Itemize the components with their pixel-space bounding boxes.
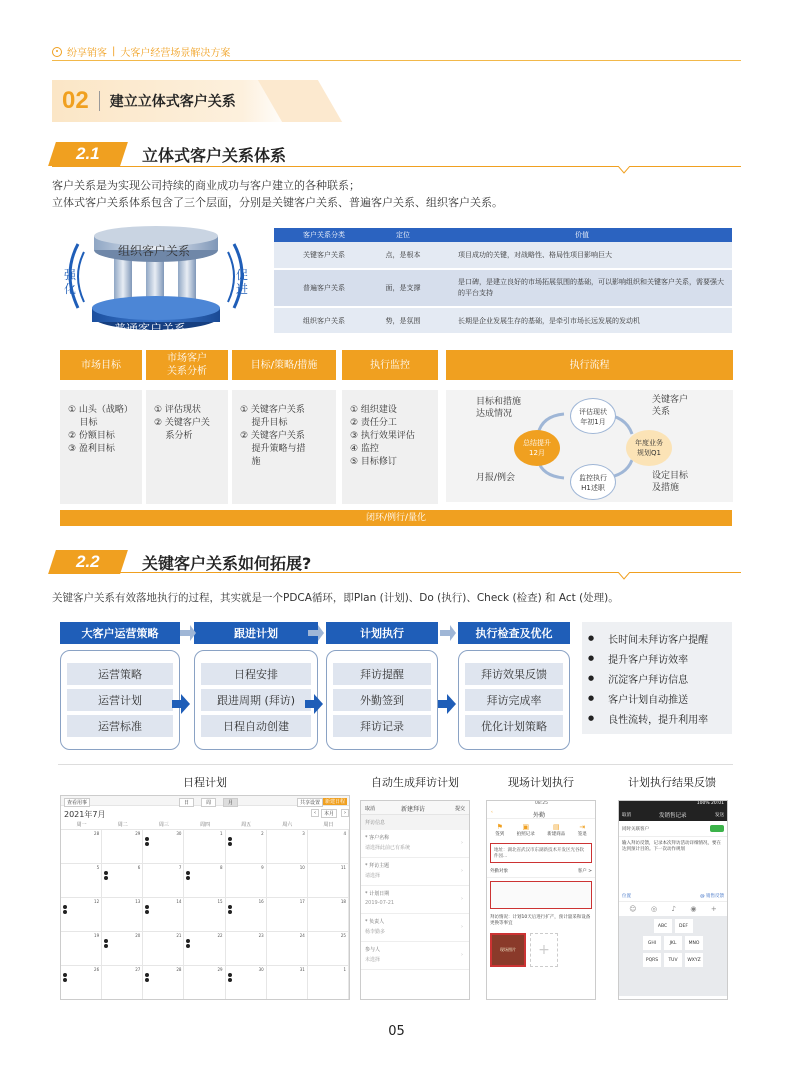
- form-field[interactable]: [361, 830, 469, 858]
- pillar-bottom-label: 普通客户关系: [114, 322, 187, 336]
- closed-loop-bar: 闭环/例行/量化: [60, 510, 732, 526]
- caret-down-icon: [618, 166, 630, 174]
- camera-icon[interactable]: ◎: [650, 905, 658, 913]
- calendar-day-number: 16: [258, 899, 264, 904]
- chevron-right-icon[interactable]: ›: [341, 809, 349, 817]
- pdca-stage-title: 跟进计划: [194, 622, 318, 644]
- chevron-right-icon: ›: [461, 840, 463, 846]
- calendar-day-cell[interactable]: [102, 864, 143, 898]
- screenshot-caption: 日程计划: [183, 776, 227, 789]
- subsection-rule: [52, 572, 741, 573]
- share-settings-button[interactable]: 共享设置: [297, 798, 323, 807]
- arrow-right-icon: [440, 622, 456, 644]
- calendar-day-cell[interactable]: [102, 830, 143, 864]
- calendar-day-number: 4: [343, 831, 346, 836]
- calendar-day-cell[interactable]: [308, 830, 349, 864]
- pillar-diagram: [58, 222, 254, 342]
- pdca-stage-title: 执行检查及优化: [458, 622, 570, 644]
- arrow-right-icon: [172, 694, 190, 714]
- column-goal-strategy: [232, 350, 336, 504]
- column-item: ② 关键客户关 系分析: [154, 418, 210, 441]
- table-header: 客户关系分类: [274, 228, 374, 242]
- calendar-day-cell[interactable]: [226, 864, 267, 898]
- calendar-day-number: 28: [176, 967, 182, 972]
- pillar-right-label: 促 进: [236, 268, 249, 296]
- column-relationship-analysis: [146, 350, 228, 504]
- screenshot-caption: 自动生成拜访计划: [371, 776, 459, 789]
- weekday-header: [61, 820, 349, 830]
- subsection-number-badge: 2.1: [48, 142, 128, 166]
- calendar-event-dot[interactable]: [145, 977, 181, 982]
- section-slash-decoration: [258, 80, 342, 122]
- calendar-day-cell[interactable]: [184, 864, 225, 898]
- cancel-button[interactable]: 取消: [622, 813, 631, 818]
- cancel-button[interactable]: 取消: [365, 806, 376, 812]
- calendar-day-cell[interactable]: [61, 966, 102, 1000]
- column-item: ① 山头（战略） 目标: [68, 405, 133, 428]
- page-number: 05: [388, 1024, 405, 1039]
- calendar-day-number: 29: [217, 967, 223, 972]
- calendar-day-number: 14: [176, 899, 182, 904]
- column-item: ⑤ 目标修订: [350, 457, 397, 467]
- pdca-item: 日程安排: [201, 663, 311, 685]
- field-photo[interactable]: 现场图片: [490, 933, 526, 967]
- view-month-button[interactable]: 月: [223, 798, 238, 807]
- flow-label-tl: 目标和措施 达成情况: [476, 397, 522, 419]
- form-group-label: 拜访信息: [361, 815, 469, 830]
- calendar-event-dot[interactable]: [104, 875, 140, 880]
- calendar-day-number: 30: [258, 967, 264, 972]
- keyboard-key[interactable]: DEF: [675, 919, 693, 933]
- location-link[interactable]: 位置: [622, 894, 631, 899]
- calendar-day-cell[interactable]: [61, 864, 102, 898]
- doc-title: 大客户经营场景解决方案: [120, 48, 231, 59]
- weekday-label: 周日: [323, 822, 334, 828]
- page-header: [52, 44, 230, 59]
- form-field-value: 2019-07-21: [365, 900, 395, 906]
- calendar-event-dot[interactable]: [228, 977, 264, 982]
- keyboard-key[interactable]: PQRS: [643, 953, 661, 967]
- column-title: 市场目标: [60, 350, 142, 380]
- toggle-label: 同时关联客户: [622, 826, 649, 832]
- table-cell: 普遍客户关系: [274, 269, 374, 307]
- column-title: 市场客户 关系分析: [146, 350, 228, 380]
- table-cell: 是口碑，是建立良好的市场拓展氛围的基础，可以影响组织和关键客户关系，需要强大的平台支持: [432, 269, 732, 307]
- subsection-title: 关键客户关系如何拓展?: [142, 553, 312, 573]
- calendar-day-cell[interactable]: [267, 966, 308, 1000]
- pdca-item: 拜访完成率: [465, 689, 563, 711]
- keyboard-key[interactable]: GHI: [643, 936, 661, 950]
- form-field-label: * 负责人: [365, 919, 385, 925]
- calendar-event-dot[interactable]: [186, 943, 222, 948]
- chevron-left-icon[interactable]: ‹: [311, 809, 319, 817]
- calendar-day-number: 26: [94, 967, 100, 972]
- calendar-day-cell[interactable]: [308, 966, 349, 1000]
- list-item: ● 提升客户拜访效率: [588, 648, 726, 668]
- keyboard-key[interactable]: MNO: [685, 936, 703, 950]
- form-field-value: 请选择此前已有系统: [365, 845, 411, 851]
- pdca-item: 拜访记录: [333, 715, 431, 737]
- pdca-stage-body: [458, 650, 570, 750]
- calendar-day-cell[interactable]: [143, 864, 184, 898]
- flow-circle-bottom: 监控执行 H1述职: [570, 464, 616, 500]
- calendar-day-cell[interactable]: [102, 898, 143, 932]
- flow-circle-top: 评估现状 年初1月: [570, 398, 616, 434]
- status-time: 08:25: [535, 801, 548, 806]
- calendar-day-cell[interactable]: [226, 966, 267, 1000]
- calendar-day-cell[interactable]: [102, 932, 143, 966]
- calendar-day-number: 19: [94, 933, 100, 938]
- calendar-event-dot[interactable]: [104, 943, 140, 948]
- relationship-table: [274, 228, 732, 335]
- form-field[interactable]: [361, 942, 469, 970]
- field-execution-screenshot: [486, 800, 596, 1000]
- calendar-day-cell[interactable]: [308, 898, 349, 932]
- flow-label-bl: 月报/例会: [476, 473, 516, 483]
- pdca-stage-strategy: [60, 622, 180, 750]
- pdca-item: 拜访效果反馈: [465, 663, 563, 685]
- pdca-stage-execution: [326, 622, 438, 750]
- column-body: [232, 390, 336, 504]
- keyboard-key[interactable]: JKL: [664, 936, 682, 950]
- calendar-month: [61, 806, 349, 820]
- list-item: ● 沉淀客户拜访信息: [588, 668, 726, 688]
- header-separator: |: [112, 46, 116, 57]
- calendar-day-cell[interactable]: [226, 830, 267, 864]
- intro-paragraph: [52, 177, 503, 211]
- calendar-day-number: 9: [261, 865, 264, 870]
- column-body: [342, 390, 438, 504]
- weekday-label: 周一: [76, 822, 87, 828]
- brand-icon: [52, 47, 62, 57]
- calendar-day-cell[interactable]: [308, 864, 349, 898]
- calendar-day-number: 22: [217, 933, 223, 938]
- action-photo[interactable]: ▣ 拍照记录: [516, 823, 535, 837]
- column-execution-monitoring: [342, 350, 438, 504]
- table-row: [274, 242, 732, 269]
- column-item: ② 关键客户关系 提升策略与措 施: [240, 431, 306, 467]
- calendar-day-cell[interactable]: [267, 830, 308, 864]
- flow-title: 执行流程: [446, 350, 733, 380]
- pdca-item: 拜访提醒: [333, 663, 431, 685]
- exec-note: 拜访情况：计划10天后进行扩产，预计量采和设备更换等事宜: [490, 915, 591, 926]
- calendar-day-cell[interactable]: [184, 932, 225, 966]
- calendar-day-cell[interactable]: [184, 966, 225, 1000]
- calendar-event-dot[interactable]: [145, 841, 181, 846]
- flag-icon: ⚑: [496, 823, 503, 831]
- link-customer-toggle[interactable]: [710, 825, 724, 832]
- calendar-screenshot: [60, 795, 350, 1000]
- list-item: ● 良性流转，提升利用率: [588, 708, 726, 728]
- section-heading: [52, 80, 290, 122]
- calendar-day-cell[interactable]: [184, 830, 225, 864]
- weekday-label: 周五: [241, 822, 252, 828]
- column-body: [60, 390, 142, 504]
- form-field-value: 杨李勤多: [365, 929, 386, 935]
- tag-link[interactable]: @ 销售反馈: [700, 894, 724, 899]
- benefit-list: [582, 622, 732, 734]
- calendar-day-number: 29: [135, 831, 141, 836]
- divider: [58, 764, 733, 765]
- calendar-grid: [61, 830, 349, 1000]
- calendar-event-dot[interactable]: [228, 909, 264, 914]
- brand-name: 纷享销客: [67, 48, 107, 59]
- subsection-rule: [52, 166, 741, 167]
- exec-target-label: 外勤对象: [490, 869, 508, 874]
- column-title: 目标/策略/措施: [232, 350, 336, 380]
- calendar-day-number: 15: [217, 899, 223, 904]
- table-row: [274, 307, 732, 334]
- form-fields: [361, 830, 469, 970]
- calendar-day-cell[interactable]: [267, 932, 308, 966]
- screenshot-caption: 现场计划执行: [508, 776, 574, 789]
- arrow-right-icon: [438, 694, 456, 714]
- calendar-day-number: 7: [178, 865, 182, 870]
- calendar-day-number: 10: [299, 865, 305, 870]
- action-new-product[interactable]: ▤ 新建商品: [547, 823, 566, 837]
- calendar-event-dot[interactable]: [145, 909, 181, 914]
- chevron-left-icon[interactable]: ‹: [491, 810, 493, 815]
- calendar-day-number: 1: [220, 831, 223, 836]
- pdca-item: 运营策略: [67, 663, 173, 685]
- calendar-day-number: 1: [343, 967, 346, 972]
- view-week-button[interactable]: 周: [201, 798, 216, 807]
- calendar-day-number: 11: [340, 865, 346, 870]
- section-title: 建立立体式客户关系: [109, 94, 236, 110]
- pdca-stage-body: [326, 650, 438, 750]
- arrow-right-icon: [180, 622, 196, 644]
- action-check-out[interactable]: ⇥ 签退: [577, 823, 587, 837]
- subsection-number-badge: 2.2: [48, 550, 128, 574]
- calendar-day-number: 6: [137, 865, 141, 870]
- column-item: ① 关键客户关系 提升目标: [240, 405, 305, 428]
- table-header: 价值: [432, 228, 732, 242]
- view-day-button[interactable]: 日: [179, 798, 194, 807]
- arrow-right-icon: [308, 622, 324, 644]
- calendar-event-dot[interactable]: [186, 875, 222, 880]
- table-cell: 关键客户关系: [274, 242, 374, 269]
- pillar-top-label: 组织客户关系: [118, 244, 191, 258]
- intro-line: 立体式客户关系体系包含了三个层面，分别是关键客户关系、普遍客户关系、组织客户关系。: [52, 196, 503, 209]
- section-divider: [99, 91, 100, 111]
- calendar-event-dot[interactable]: [63, 909, 99, 914]
- calendar-day-cell[interactable]: [61, 898, 102, 932]
- calendar-day-number: 17: [299, 899, 305, 904]
- calendar-day-cell[interactable]: [267, 864, 308, 898]
- calendar-day-number: 13: [135, 899, 141, 904]
- add-photo-icon[interactable]: +: [530, 933, 558, 967]
- pdca-item: 运营计划: [67, 689, 173, 711]
- send-button[interactable]: 发送: [715, 813, 724, 818]
- calendar-day-number: 27: [135, 967, 141, 972]
- column-item: ① 评估现状: [154, 405, 201, 415]
- flow-label-br: 设定目标 及措施: [652, 471, 689, 493]
- calendar-day-cell[interactable]: [267, 898, 308, 932]
- target-icon[interactable]: ◉: [690, 905, 697, 913]
- weekday-label: 周四: [199, 822, 210, 828]
- calendar-day-cell[interactable]: [143, 830, 184, 864]
- chevron-right-icon: ›: [461, 868, 463, 874]
- column-market-goal: [60, 350, 142, 504]
- calendar-day-number: 18: [340, 899, 346, 904]
- form-field-label: * 客户名称: [365, 835, 390, 841]
- plus-icon[interactable]: +: [710, 905, 717, 913]
- weekday-label: 周三: [158, 822, 169, 828]
- column-item: ③ 盈利目标: [68, 444, 115, 454]
- calendar-day-number: 3: [302, 831, 305, 836]
- pdca-item: 跟进周期 (拜访): [201, 689, 311, 711]
- table-cell: 项目成功的关键，对战略性、格局性项目影响巨大: [432, 242, 732, 269]
- form-field-label: * 计划日期: [365, 891, 390, 897]
- table-cell: 面，是支撑: [374, 269, 432, 307]
- mic-icon[interactable]: ♪: [671, 905, 676, 913]
- subsection-title: 立体式客户关系体系: [142, 145, 287, 165]
- form-field[interactable]: [361, 886, 469, 914]
- pillar-left-label: 强 化: [64, 268, 77, 296]
- calendar-day-number: 31: [299, 967, 305, 972]
- calendar-day-number: 8: [220, 865, 223, 870]
- list-item: ● 客户计划自动推送: [588, 688, 726, 708]
- table-cell: 组织客户关系: [274, 307, 374, 334]
- calendar-day-number: 23: [258, 933, 264, 938]
- arrow-right-icon: [305, 694, 323, 714]
- exit-icon: ⇥: [579, 823, 586, 831]
- chevron-right-icon: ›: [461, 924, 463, 930]
- table-row: [274, 269, 732, 307]
- column-item: ③ 执行效果评估: [350, 431, 415, 441]
- form-field-label: * 拜访主题: [365, 863, 390, 869]
- column-item: ② 责任分工: [350, 418, 397, 428]
- calendar-day-number: 12: [94, 899, 100, 904]
- form-field[interactable]: [361, 858, 469, 886]
- keyboard-key[interactable]: TUV: [664, 953, 682, 967]
- pdca-stage-body: [60, 650, 180, 750]
- screenshot-caption: 计划执行结果反馈: [628, 776, 716, 789]
- pdca-stage-follow-plan: [194, 622, 318, 750]
- weekday-label: 周二: [117, 822, 128, 828]
- exec-target-link[interactable]: 客户 >: [577, 869, 592, 874]
- column-item: ② 份额目标: [68, 431, 115, 441]
- column-item: ① 组织建设: [350, 405, 397, 415]
- calendar-day-number: 30: [176, 831, 182, 836]
- form-field-label: 参与人: [365, 947, 381, 953]
- keyboard: [619, 916, 727, 996]
- new-visit-screenshot: [360, 800, 470, 1000]
- feedback-textarea[interactable]: 输入拜访反馈，记录本次拜访活动详细情况，要在达到预计目的。下一次动作规划: [622, 841, 721, 852]
- status-bar: 100% 20:01: [619, 801, 727, 808]
- calendar-day-cell[interactable]: [61, 932, 102, 966]
- pdca-stage-title: 大客户运营策略: [60, 622, 180, 644]
- column-title: 执行监控: [342, 350, 438, 380]
- calendar-day-cell[interactable]: [143, 932, 184, 966]
- exec-actions: [487, 819, 595, 841]
- calendar-day-number: 2: [261, 831, 264, 836]
- pdca-stage-body: [194, 650, 318, 750]
- chevron-right-icon: ›: [461, 952, 463, 958]
- calendar-day-number: 21: [176, 933, 182, 938]
- form-field[interactable]: [361, 914, 469, 942]
- calendar-event-dot[interactable]: [228, 841, 264, 846]
- calendar-day-number: 24: [299, 933, 305, 938]
- weekday-label: 周六: [282, 822, 293, 828]
- form-field-value: 未选择: [365, 957, 381, 963]
- feed-title: 发销售记录: [659, 813, 687, 819]
- calendar-day-number: 20: [135, 933, 141, 938]
- pdca-stage-check: [458, 622, 570, 750]
- pdca-item: 日程自动创建: [201, 715, 311, 737]
- box-icon: ▤: [552, 823, 560, 831]
- calendar-day-number: 28: [94, 831, 100, 836]
- section-number: 02: [62, 87, 89, 114]
- calendar-day-cell[interactable]: [61, 830, 102, 864]
- calendar-day-cell[interactable]: [226, 932, 267, 966]
- calendar-month-label: 2021年7月: [64, 810, 106, 819]
- calendar-day-cell[interactable]: [143, 898, 184, 932]
- calendar-day-cell[interactable]: [102, 966, 143, 1000]
- table-header: 定位: [374, 228, 432, 242]
- calendar-day-number: 5: [96, 865, 100, 870]
- calendar-day-cell[interactable]: [184, 898, 225, 932]
- column-item: ④ 监控: [350, 444, 379, 454]
- exec-target-card[interactable]: [490, 881, 592, 909]
- pdca-item: 外勤签到: [333, 689, 431, 711]
- flow-diagram: [446, 390, 733, 502]
- intro-line: 客户关系是为实现公司持续的商业成功与客户建立的各种联系；: [52, 179, 360, 192]
- chevron-right-icon: ›: [461, 896, 463, 902]
- flow-circle-right: 年度业务 规划Q1: [626, 430, 672, 466]
- calendar-day-cell[interactable]: [308, 932, 349, 966]
- calendar-day-cell[interactable]: [143, 966, 184, 1000]
- keyboard-key[interactable]: WXYZ: [685, 953, 703, 967]
- pdca-intro: 关键客户关系有效落地执行的过程，其实就是一个PDCA循环，即Plan (计划)、Do (执行)、Check (检查) 和 Act (处理)。: [52, 592, 619, 604]
- pdca-item: 优化计划策略: [465, 715, 563, 737]
- pdca-item: 运营标准: [67, 715, 173, 737]
- calendar-back-button[interactable]: 查看用事: [64, 798, 90, 807]
- caret-down-icon: [618, 572, 630, 580]
- table-cell: 长期是企业发展生存的基础，是牵引市场长远发展的发动机: [432, 307, 732, 334]
- table-header-row: [274, 228, 732, 242]
- new-schedule-button[interactable]: 新建日程: [325, 799, 346, 805]
- pdca-stage-title: 计划执行: [326, 622, 438, 644]
- flow-label-tr: 关键客户 关系: [652, 395, 689, 417]
- table-cell: 点，是根本: [374, 242, 432, 269]
- list-item: ● 长时间未拜访客户提醒: [588, 628, 726, 648]
- calendar-day-number: 25: [340, 933, 346, 938]
- emoji-icon[interactable]: ☺: [629, 905, 637, 913]
- flow-circle-left: 总结提升 12月: [514, 430, 560, 466]
- submit-button[interactable]: 提交: [455, 806, 466, 812]
- form-field-value: 请选择: [365, 873, 381, 879]
- subsection-heading-1: [52, 140, 286, 168]
- camera-icon: ▣: [522, 823, 530, 831]
- column-body: [146, 390, 228, 504]
- header-rule: [52, 60, 741, 61]
- calendar-event-dot[interactable]: [63, 977, 99, 982]
- feed-toolbar: [619, 901, 727, 916]
- today-button[interactable]: 本月: [321, 809, 337, 818]
- keyboard-key[interactable]: ABC: [654, 919, 672, 933]
- form-title: 新建拜访: [401, 806, 426, 813]
- feedback-screenshot: [618, 800, 728, 1000]
- action-check-in[interactable]: ⚑ 签到: [495, 823, 505, 837]
- exec-title: 外勤: [533, 812, 546, 819]
- table-cell: 势，是氛围: [374, 307, 432, 334]
- exec-address: 地址：湖北省武汉市东湖新技术开发区光谷软件园...: [490, 843, 592, 863]
- calendar-day-cell[interactable]: [226, 898, 267, 932]
